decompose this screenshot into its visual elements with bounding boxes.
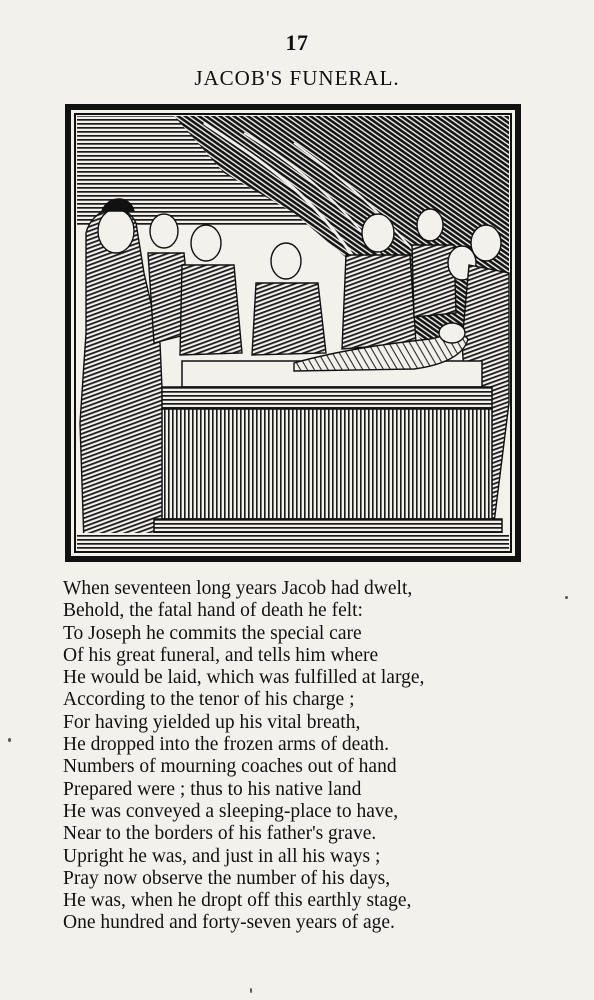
- verse-line: He would be laid, which was fulfilled at large,: [63, 667, 425, 689]
- ink-speck: [250, 988, 252, 993]
- verse-line: Upright he was, and just in all his ways ;: [63, 845, 381, 867]
- verse-line: He dropped into the frozen arms of death.: [63, 734, 389, 756]
- verse-line: He was conveyed a sleeping-place to have,: [63, 800, 399, 822]
- verse-line: One hundred and forty-seven years of age.: [63, 912, 395, 934]
- verse-line: Numbers of mourning coaches out of hand: [63, 756, 397, 778]
- verse-line: Pray now observe the number of his days,: [63, 867, 391, 889]
- bier: [154, 361, 502, 533]
- verse-line: According to the tenor of his charge ;: [63, 689, 355, 711]
- verse-line: He was, when he dropt off this earthly stage,: [63, 890, 412, 912]
- verse-line: Of his great funeral, and tells him where: [63, 644, 379, 666]
- page-number: 17: [285, 30, 309, 55]
- ink-speck: [565, 596, 568, 599]
- verse-line: Behold, the fatal hand of death he felt:: [63, 600, 363, 622]
- verse-line: To Joseph he commits the special care: [63, 622, 362, 644]
- ink-speck: [8, 738, 11, 742]
- verse-line: Near to the borders of his father's grave.: [63, 823, 377, 845]
- verse-line: Prepared were ; thus to his native land: [63, 778, 362, 800]
- verse-text: [63, 578, 563, 935]
- verse-line: When seventeen long years Jacob had dwelt,: [63, 578, 413, 599]
- verse-line: For having yielded up his vital breath,: [63, 711, 361, 733]
- page-title: JACOB'S FUNERAL.: [194, 66, 400, 90]
- woodcut-illustration: [64, 103, 522, 563]
